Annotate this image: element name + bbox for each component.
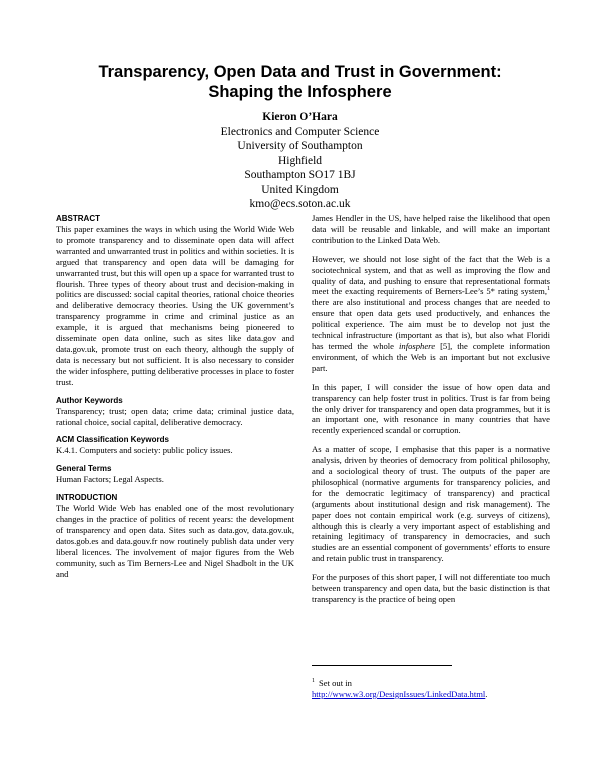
left-column [56, 214, 294, 588]
author-keywords-section [56, 396, 294, 428]
abstract-section [56, 214, 294, 388]
author-postcode: Southampton SO17 1BJ [244, 169, 356, 181]
author-campus: Highfield [277, 154, 323, 167]
author-university: University of Southampton [237, 140, 363, 152]
footnote-ref[interactable]: 1 [547, 286, 550, 293]
author-block [100, 110, 500, 212]
infosphere-term: infosphere [399, 340, 436, 351]
scope-paragraph: As a matter of scope, I emphasise that this paper is a normative analysis, driven by theories of democracy from political philosophy, and a sociological theory of trust. The outputs of the paper are philosophical (normative arguments for transparency policies, and for the democratic legitimacy of transparency) and practical (arguments about institutional design and risk management). The paper does not contain empirical work (e.g. surveys of citizens), although this is clearly a very important aspect of establishing and retaining legitimacy of transparency in democracies, and such studies are an essential component of governments’ efforts to ensure and retain public trust in transparency. [312, 444, 550, 564]
paper-title-line-2: Shaping the Infosphere [208, 83, 392, 101]
author-country: United Kingdom [261, 183, 339, 196]
intro-continued-paragraph: James Hendler in the US, have helped raise the likelihood that open data will be reusable and linkable, and will make an important contribution to the Linked Data Web. [312, 213, 550, 245]
footnote-divider [312, 665, 452, 666]
sociotechnical-text-a: However, we should not lose sight of the fact that the Web is a sociotechnical system, and that as well as improving the flow and quality of data, and pushing to ensure that representational formats meet the exacting requirements of Berners-Lee’s 5* rating system, [312, 253, 550, 297]
acm-keywords-section [56, 435, 294, 456]
acm-keywords-heading: ACM Classification Keywords [56, 435, 169, 445]
acm-keywords-text: K.4.1. Computers and society: public policy issues. [56, 445, 233, 456]
introduction-section [56, 493, 294, 579]
sociotechnical-text-c: [5], the complete information environment, of which the Web is an important but not exclusive part. [312, 340, 550, 373]
introduction-text: The World Wide Web has enabled one of the most revolutionary changes in the practice of politics of recent years: the development of transparency and open data. Sites such as data.gov, data.gov.uk, datos.gob.es and data.gouv.fr now routinely publish data under very liberal licences. The involvement of major figures from the Web community, such as Tim Berners-Lee and Nigel Shadbolt in the UK and [56, 503, 294, 579]
footnote-mark: 1 [312, 678, 315, 684]
footnote [312, 676, 552, 700]
author-keywords-heading: Author Keywords [56, 395, 123, 405]
purposes-paragraph: For the purposes of this short paper, I will not differentiate too much between transparency and open data, but the basic distinction is that transparency is the practice of being open [312, 572, 550, 604]
footnote-tail: . [485, 689, 488, 699]
footnote-text: Set out in [319, 678, 352, 688]
author-email[interactable]: kmo@ecs.soton.ac.uk [249, 198, 351, 210]
abstract-heading: ABSTRACT [56, 214, 100, 223]
author-keywords-text: Transparency; trust; open data; crime data; criminal justice data, rational choice, social capital, deliberative democracy. [56, 405, 294, 427]
paper-title [40, 62, 560, 102]
general-terms-section [56, 464, 294, 485]
sociotechnical-paragraph [312, 254, 550, 374]
abstract-text: This paper examines the ways in which using the World Wide Web to promote transparency and to disseminate open data will affect warranted and unwarranted trust in politics and within societies. It is argued that transparency and open data will be damaging for unwarranted trust, but this will open up a space for warranted trust to flourish. Three types of theory about trust and decision-making in politics are discussed: social capital theories, rational choice theories and deliberative democracy theories. Using the UK government’s transparency programme in crime and criminal justice as an example, it is argued that mechanisms being pioneered to disseminate open data online, such as sites like data.gov and data.gov.uk, promote trust on each theory, although the supply of data is necessary but not sufficient. It is also necessary to consider the wider infosphere, putting deliberative processes in place to foster trust. [56, 224, 294, 387]
right-column [312, 213, 550, 613]
general-terms-text: Human Factors; Legal Aspects. [56, 474, 164, 485]
author-affiliation: Electronics and Computer Science [220, 125, 380, 138]
sociotechnical-text-b: there are also institutional and process changes that are needed to ensure that open data gets used productively, and enhances the political experience. The aim must be to develop not just the technical infrastructure (important as that is), but also what Floridi has termed the whole [312, 297, 550, 351]
trust-paragraph: In this paper, I will consider the issue of how open data and transparency can help foster trust in politics. Trust is far from being the only driver for transparency and open data programmes, but it is an important one, with resonance in many countries that have recently experienced scandal or corruption. [312, 381, 550, 436]
general-terms-heading: General Terms [56, 464, 112, 474]
paper-title-line-1: Transparency, Open Data and Trust in Government: [98, 63, 502, 81]
footnote-link[interactable]: http://www.w3.org/DesignIssues/LinkedData.html [312, 689, 486, 699]
author-name: Kieron O’Hara [262, 111, 338, 123]
introduction-heading: INTRODUCTION [56, 493, 118, 503]
